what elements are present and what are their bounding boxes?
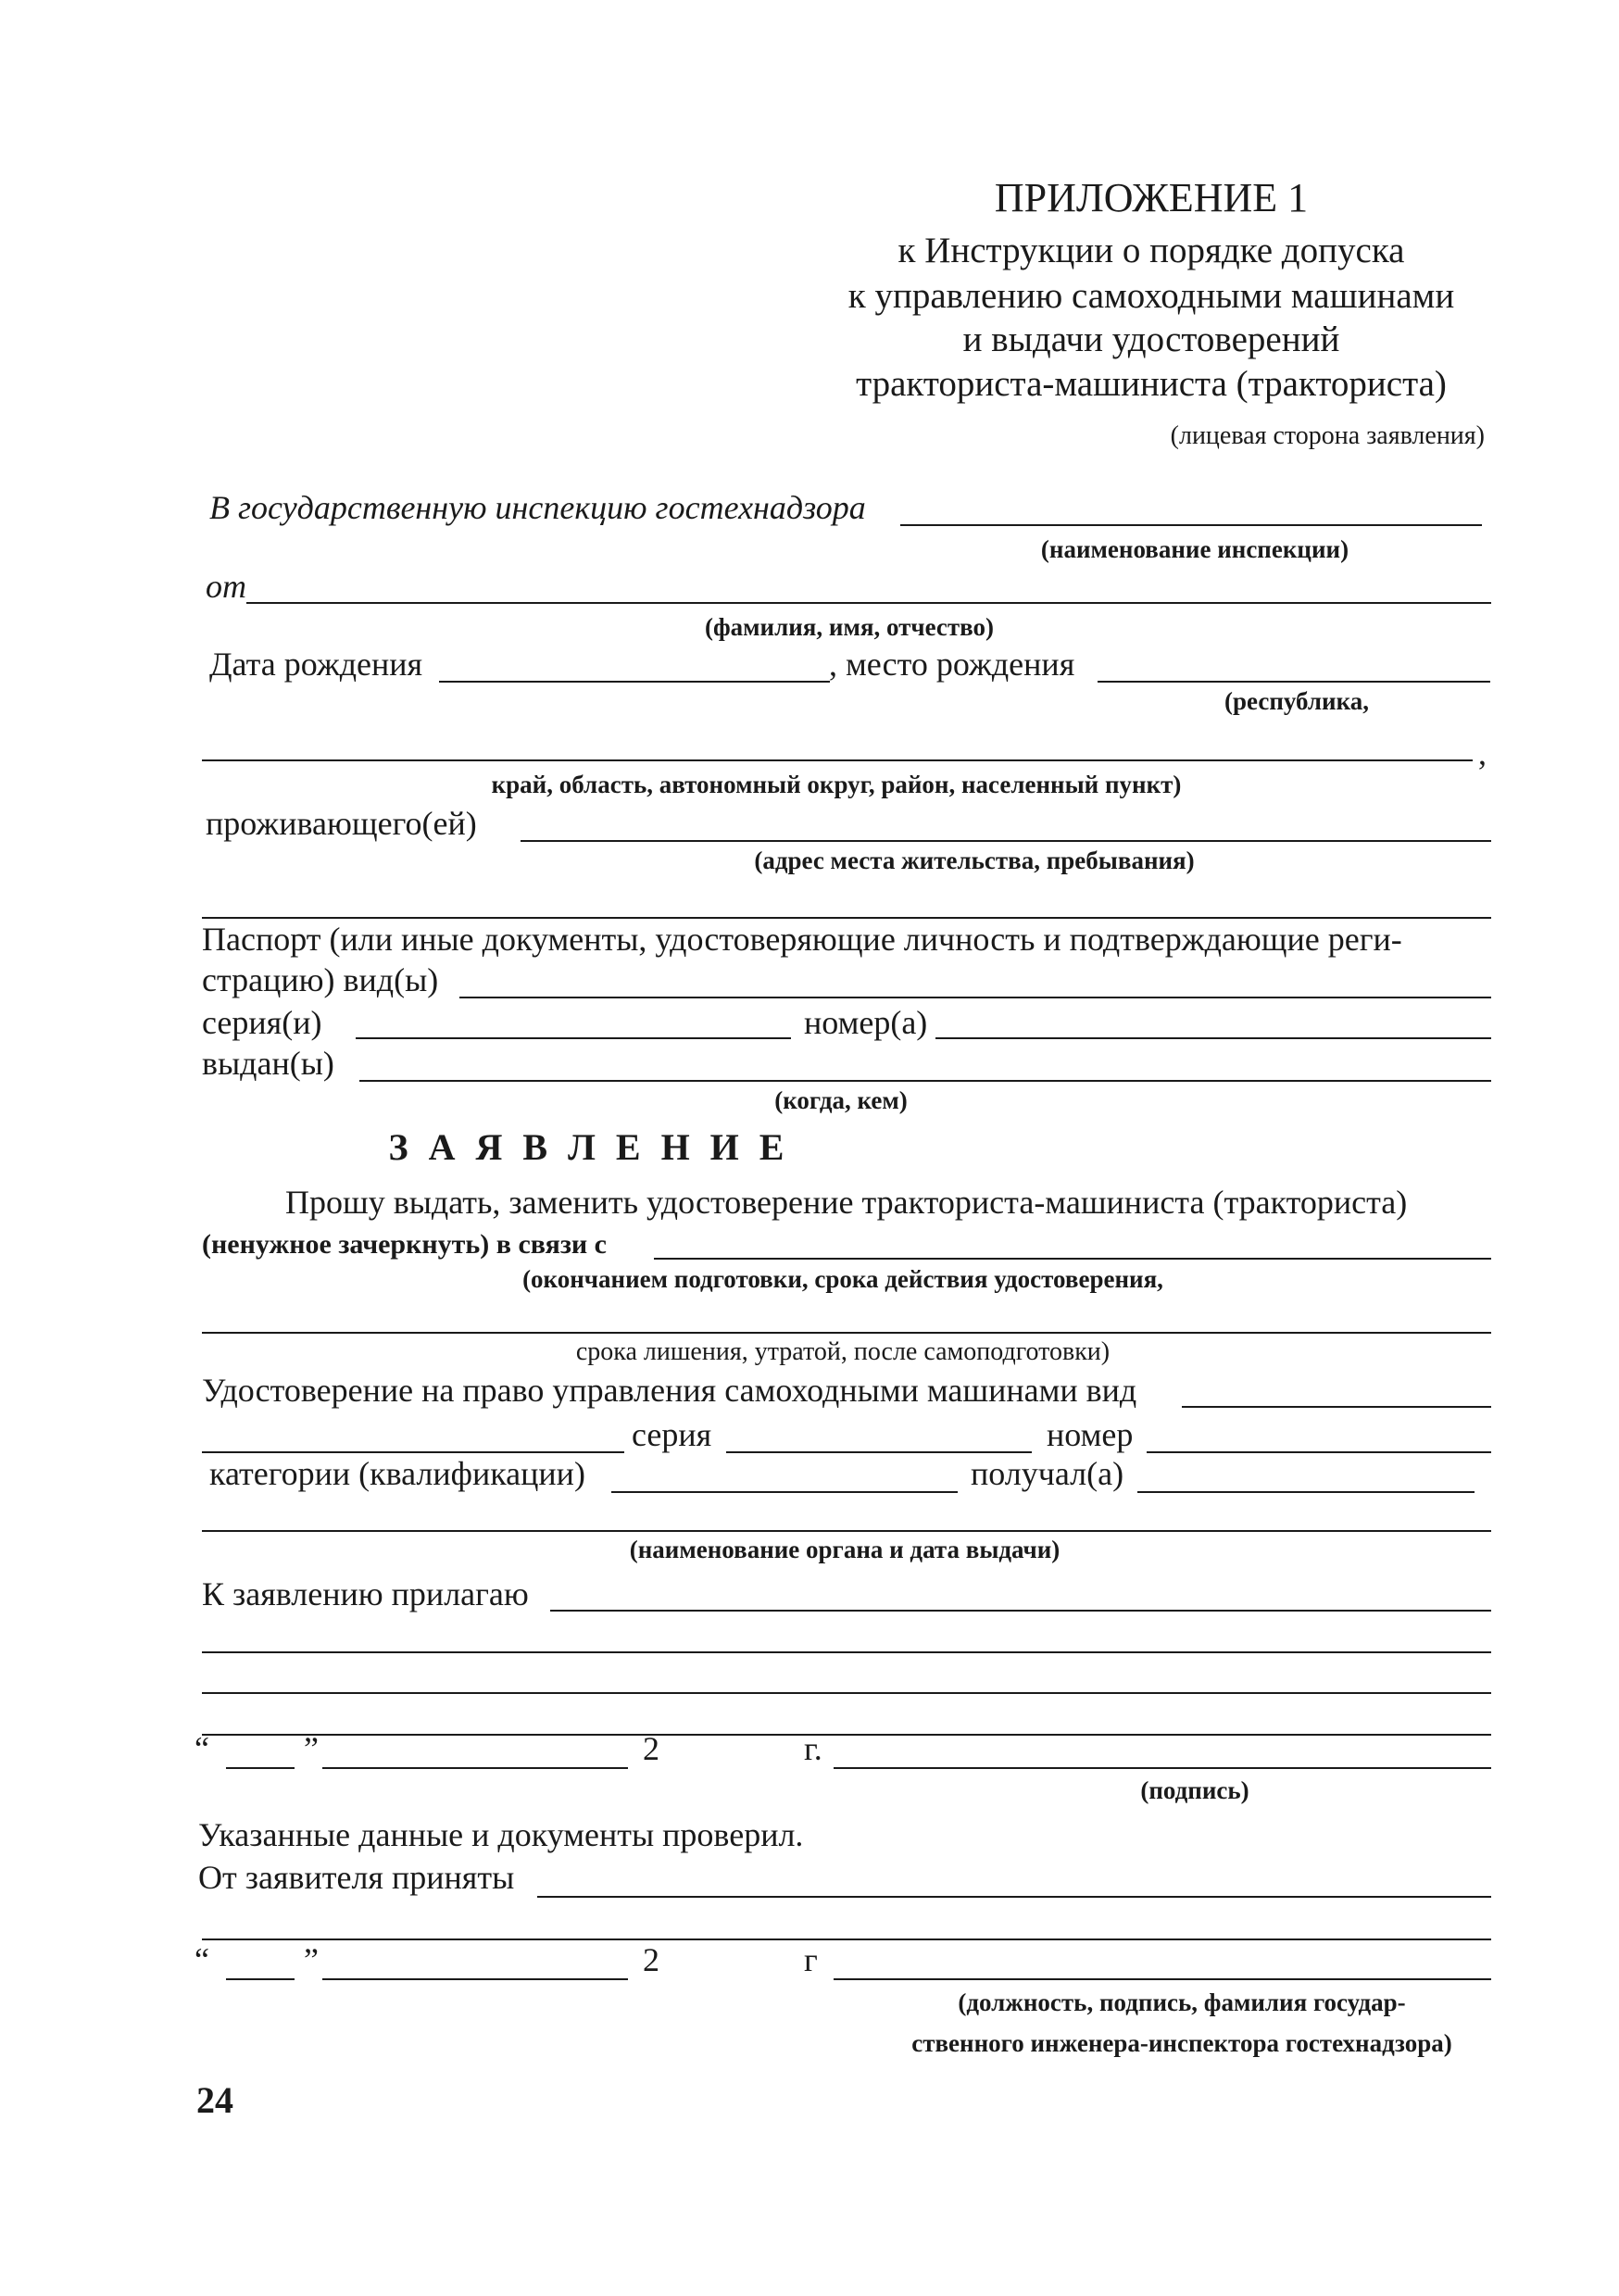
reason-field[interactable]	[654, 1258, 1491, 1260]
official-caption-2: ственного инженера-инспектора гостехнадзора)	[911, 2029, 1452, 2057]
passport-line-2: страцию) вид(ы)	[202, 961, 439, 998]
birth-place-label: , место рождения	[829, 646, 1075, 683]
attach-field-4[interactable]	[202, 1734, 1491, 1736]
issued-label: выдан(ы)	[202, 1045, 334, 1082]
from-label: от	[206, 568, 246, 605]
header-line-1: к Инструкции о порядке допуска	[897, 231, 1405, 270]
attach-field-2[interactable]	[202, 1651, 1491, 1653]
page-number: 24	[196, 2079, 233, 2121]
received-field[interactable]	[1137, 1491, 1475, 1493]
series-label: серия(и)	[202, 1004, 322, 1041]
attach-field[interactable]	[550, 1610, 1491, 1612]
issued-field[interactable]	[359, 1080, 1491, 1082]
birth-place-caption-1: (республика,	[1224, 687, 1369, 715]
license-number-label: номер	[1047, 1416, 1134, 1453]
license-type-field[interactable]	[1182, 1406, 1491, 1408]
reason-caption-1: (окончанием подготовки, срока действия удостоверения,	[522, 1265, 1163, 1293]
date2-year-suffix: г	[804, 1941, 818, 1978]
inspection-label: В государственную инспекцию гостехнадзора	[209, 489, 866, 526]
date-day-field[interactable]	[226, 1767, 295, 1769]
license-series-label: серия	[632, 1416, 712, 1453]
accepted-label: От заявителя приняты	[198, 1859, 515, 1896]
date2-month-field[interactable]	[322, 1978, 628, 1980]
date-year-suffix: г.	[804, 1730, 822, 1767]
series-field[interactable]	[356, 1037, 791, 1039]
passport-type-field[interactable]	[459, 997, 1491, 998]
birth-date-label: Дата рождения	[209, 646, 423, 683]
residing-label: проживающего(ей)	[206, 805, 477, 842]
issuer-field[interactable]	[202, 1530, 1491, 1532]
header-line-2: к управлению самоходными машинами	[847, 276, 1455, 316]
residing-caption: (адрес места жительства, пребывания)	[754, 847, 1195, 874]
date-quote-close: ”	[304, 1730, 319, 1767]
birth-place-caption-2: край, область, автономный округ, район, населенный пункт)	[491, 771, 1182, 798]
license-series-field[interactable]	[726, 1451, 1032, 1453]
license-type-field-2[interactable]	[202, 1451, 624, 1453]
accepted-field[interactable]	[537, 1896, 1491, 1898]
header-line-4: тракториста-машиниста (тракториста)	[856, 364, 1447, 404]
reason-field-2[interactable]	[202, 1332, 1491, 1334]
date-year-digit: 2	[643, 1730, 659, 1767]
signature-field[interactable]	[834, 1767, 1491, 1769]
number-field[interactable]	[935, 1037, 1491, 1039]
license-number-field[interactable]	[1147, 1451, 1491, 1453]
birth-place-field[interactable]	[1098, 681, 1490, 683]
signature-caption: (подпись)	[1140, 1776, 1249, 1804]
birth-place-field-2[interactable]	[202, 759, 1473, 761]
inspection-caption: (наименование инспекции)	[1040, 535, 1349, 563]
date2-year-digit: 2	[643, 1941, 659, 1978]
reason-caption-2: срока лишения, утратой, после самоподготовки)	[575, 1337, 1111, 1366]
official-field[interactable]	[834, 1978, 1491, 1980]
request-line: Прошу выдать, заменить удостоверение тракториста-машиниста (тракториста)	[285, 1184, 1408, 1221]
official-caption-1: (должность, подпись, фамилия государ-	[958, 1989, 1406, 2016]
accepted-field-2[interactable]	[202, 1938, 1491, 1940]
license-label: Удостоверение на право управления самоходными машинами вид	[202, 1372, 1137, 1409]
date2-day-field[interactable]	[226, 1978, 295, 1980]
statement-title: З А Я В Л Е Н И Е	[388, 1126, 790, 1168]
date2-quote-open: “	[195, 1941, 209, 1978]
reason-label: (ненужное зачеркнуть) в связи с	[202, 1229, 607, 1260]
residing-field-2[interactable]	[202, 917, 1491, 919]
categories-field[interactable]	[611, 1491, 958, 1493]
date2-quote-close: ”	[304, 1941, 319, 1978]
checked-text: Указанные данные и документы проверил.	[198, 1816, 804, 1853]
categories-label: категории (квалификации)	[209, 1455, 585, 1492]
header-line-3: и выдачи удостоверений	[962, 320, 1340, 359]
date-month-field[interactable]	[322, 1767, 628, 1769]
comma: ,	[1478, 734, 1487, 772]
from-field[interactable]	[246, 602, 1491, 604]
passport-line-1: Паспорт (или иные документы, удостоверяющие личность и подтверждающие реги-	[202, 921, 1402, 958]
inspection-field[interactable]	[900, 524, 1482, 526]
number-label: номер(а)	[804, 1004, 928, 1041]
date-quote-open: “	[195, 1730, 209, 1767]
from-caption: (фамилия, имя, отчество)	[704, 613, 995, 641]
attach-label: К заявлению прилагаю	[202, 1575, 529, 1612]
front-side-note: (лицевая сторона заявления)	[1170, 421, 1485, 450]
appendix-title: ПРИЛОЖЕНИЕ 1	[994, 175, 1309, 220]
birth-date-field[interactable]	[439, 681, 830, 683]
received-label: получал(а)	[971, 1455, 1124, 1492]
residing-field[interactable]	[521, 840, 1491, 842]
issued-caption: (когда, кем)	[774, 1086, 908, 1114]
issuer-caption: (наименование органа и дата выдачи)	[629, 1536, 1061, 1563]
attach-field-3[interactable]	[202, 1692, 1491, 1694]
